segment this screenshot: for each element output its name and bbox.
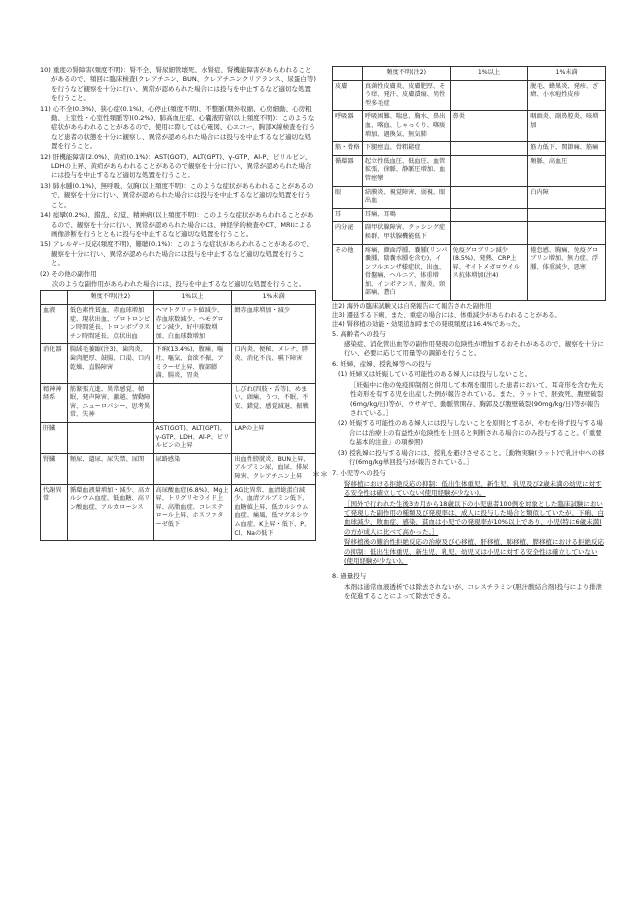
- table-cell: [450, 222, 528, 244]
- footnote: 注3) 遷延する下痢、また、重症の場合には、体重減少があらわれることがある。: [332, 312, 561, 320]
- table-row: [333, 244, 606, 301]
- table-row: [41, 423, 316, 454]
- section-pediatric: [312, 469, 606, 566]
- footnote: 注2) 海外の臨床試験又は自発報告にて報告された副作用: [332, 303, 492, 311]
- list-item: 11) 心不全(0.3%)、狭心症(0.1%)、心停止(頻度不明)、不整脈(期外収縮、心房細動、心房粗動、上室性・心室性頻脈等)(0.2%)、肺高血圧症、心嚢液貯留(以上頻度不明)：このような症状があらわれることがあるので、使用に際しては心電図、心エコー、胸部X線検査を行うなど患者の状態を十分に観察し、異常が認められた場合には投与を中止するなど適切な処置を行うこと。: [40, 104, 316, 151]
- table-header: 1%未満: [232, 291, 316, 305]
- list-item: 15) アレルギー反応(頻度不明)、難聴(0.1%)：このような症状があらわれることがあるので、観察を十分に行い、異常が認められた場合には投与を中止するなど適切な処置を行うこと。: [40, 240, 313, 268]
- table-cell: 網赤血球増加・減少: [232, 304, 316, 343]
- table-cell: 疼痛、顔面浮腫、嚢腫(リンパ嚢腫、陰嚢水腫を含む)、インフルエンザ様症状、出血、骨盤痛、ヘルニア、体重増加、インポテンス、膣炎、頸部痛、蒼白: [362, 244, 450, 301]
- table-cell: 結膜炎、視覚障害、弱視、眼出血: [362, 186, 450, 208]
- table-cell: その他: [333, 244, 363, 301]
- table-cell: 精神神経系: [41, 383, 68, 422]
- section-overdose: [332, 572, 606, 601]
- side-effects-table-right: [332, 66, 606, 301]
- adverse-reaction-list: [40, 66, 316, 269]
- table-row: [41, 484, 316, 541]
- table-cell: 頻尿、遺尿、尿失禁、尿閉: [67, 453, 153, 484]
- side-effects-table-left: [40, 290, 316, 541]
- list-item: 12) 肝機能障害(2.0%)、黄疸(0.1%)：AST(GOT)、ALT(GPT)、γ-GTP、Al-P、ビリルビン、LDHの上昇、黄疸があらわれることがあるので観察を十分に行い、異常が認められた場合には投与を中止するなど適切な処置を行うこと。: [40, 152, 312, 180]
- table-cell: 真菌性皮膚炎、皮膚肥厚、そう痒、発汗、皮膚潰瘍、男性型多毛症: [362, 80, 450, 111]
- table-row: [333, 80, 606, 111]
- table-cell: しびれ(四肢・舌等)、めまい、頭痛、うつ、不眠、不安、錯覚、感覚減退、振戦: [232, 383, 316, 422]
- list-item: 14) 痙攣(0.2%)、錯乱、幻覚、精神病(以上頻度不明)：このような症状があらわれることがあるので、観察を十分に行い、異常が認められた場合には、神経学的検査やCT、MRIによる画像診断を行うとともに投与を中止するなど適切な処置を行うこと。: [40, 211, 314, 238]
- table-cell: 腸絨毛萎縮(注3)、歯肉炎、歯肉肥厚、鼓腸、口渇、口内乾燥、直腸障害: [67, 344, 153, 383]
- table-row: [333, 222, 606, 244]
- section-elderly: [332, 330, 606, 359]
- table-cell: 下痢(13.4%)、腹痛、嘔吐、嘔気、食欲不振、アミラーゼ上昇、腹部膨満、腸炎、胃炎: [153, 344, 232, 383]
- section-title: 5. 高齢者への投与: [332, 329, 386, 338]
- table-header-row: [41, 291, 316, 305]
- table-header: 1%以上: [153, 291, 232, 305]
- table-row: [333, 142, 606, 156]
- table-cell: 出血性膀胱炎、BUN上昇、アルブミン尿、血尿、排尿障害、クレアチニン上昇: [232, 453, 316, 484]
- table-cell: 尿路感染: [153, 453, 232, 484]
- list-item: (2) 妊娠する可能性のある婦人には投与しないことを原則とするが、やむを得ず投与する場合には治療上の有益性が危険性を上回ると判断される場合にのみ投与すること。(「重要な基本的注意」の項参照): [338, 419, 603, 447]
- table-cell: ヘマトクリット値減少、赤血球数減少、ヘモグロビン減少、好中球数増加、白血球数増加: [153, 304, 232, 343]
- table-cell: AG比異常、血清総蛋白減少、血清アルブミン低下、血糖値上昇、低カルシウム血症、痛風、低マグネシウム血症、K上昇・低下、P、Cl、Naの低下: [232, 484, 316, 541]
- section-title: 7. 小児等への投与: [332, 469, 386, 478]
- table-cell: [528, 222, 606, 244]
- table-header: 1%以上: [450, 67, 528, 81]
- table-header: [41, 291, 68, 305]
- table-notes: [332, 302, 606, 330]
- other-side-effects-intro: 次のような副作用があらわれた場合には、投与を中止するなど適切な処置を行うこと。: [52, 279, 306, 288]
- section-body: 腎移植後の難治性拒絶反応の治療及び心移植、肝移植、肺移植、膵移植における拒絶反応の抑制：低出生体重児、新生児、乳児、幼児又は小児に対する安全性は確立していない(使用経験が少ない)。: [344, 538, 604, 566]
- table-cell: 筋・骨格: [333, 142, 363, 156]
- table-row: [41, 344, 316, 383]
- table-row: [333, 208, 606, 222]
- table-header: 1%未満: [528, 67, 606, 81]
- table-cell: 筋力低下、関節痛、筋痛: [528, 142, 606, 156]
- table-header: 頻度不明(注2): [362, 67, 450, 81]
- table-cell: 起立性低血圧、低血圧、血管拡張、徐脈、静脈圧増加、血管痙攣: [362, 155, 450, 186]
- list-item: 10) 重度の腎障害(頻度不明)：腎不全、腎尿細管壊死、水腎症、腎機能障害があらわれることがあるので、頻回に臨床検査(クレアチニン、BUN、クレアチニンクリアランス、尿蛋白等)を行うなど観察を十分に行い、異常が認められた場合には投与を中止するなど適切な処置を行うこと。: [40, 66, 316, 103]
- list-item: (1) 妊婦又は妊娠している可能性のある婦人には投与しないこと。: [338, 370, 532, 379]
- table-cell: 耳痛、耳鳴: [362, 208, 450, 222]
- other-side-effects-heading: (2) その他の副作用: [40, 269, 97, 278]
- section-title: 8. 過量投与: [332, 572, 367, 581]
- section-body: 感染症、消化管出血等の副作用発現の危険性が増加するおそれがあるので、観察を十分に行い、必要に応じて用量等の調節を行うこと。: [344, 340, 604, 358]
- table-cell: 頻脈、高血圧: [528, 155, 606, 186]
- table-cell: 下腿痙直、骨粗鬆症: [362, 142, 450, 156]
- table-cell: [153, 383, 232, 422]
- list-item: (3) 授乳婦に投与する場合には、授乳を避けさせること。［動物実験(ラット)で乳汁中への移行(6mg/kg単回投与)が報告されている。］: [338, 448, 605, 466]
- table-cell: 白内障: [528, 186, 606, 208]
- table-cell: 循環器: [333, 155, 363, 186]
- table-row: [333, 155, 606, 186]
- revision-mark: ＊＊: [312, 470, 328, 480]
- table-cell: 免疫グロブリン減少(8.5%)、発熱、CRP上昇、サイトメガロウイルス抗体増加(注4): [450, 244, 528, 301]
- section-title: 6. 妊婦、産婦、授乳婦等への投与: [332, 359, 432, 368]
- right-column: [312, 66, 606, 603]
- table-cell: 低色素性貧血、赤血球増加症、現状出血、プロトロンビン時間延長、トロンボプラスチン時間延長、点状出血: [67, 304, 153, 343]
- section-body: 本剤は通常血液透析では除去されないが、コレスチラミン(胆汁酸結合剤)投与により排泄を促進することによって除去できる。: [344, 582, 603, 601]
- table-row: [333, 186, 606, 208]
- table-cell: 鼻炎: [450, 111, 528, 142]
- table-cell: [450, 155, 528, 186]
- list-item: 13) 肺水腫(0.1%)、無呼吸、気胸(以上頻度不明)：このような症状があらわれることがあるので、観察を十分に行い、異常が認められた場合には投与を中止するなど適切な処置を行うこと。: [40, 181, 314, 209]
- table-cell: 副甲状腺障害、クッシング症候群、甲状腺機能低下: [362, 222, 450, 244]
- table-header: 頻度不明(注2): [67, 291, 153, 305]
- table-cell: 代謝異常: [41, 484, 68, 541]
- table-header-row: [333, 67, 606, 81]
- section-pregnancy: [332, 360, 606, 467]
- table-cell: AST(GOT)、ALT(GPT)、γ-GTP、LDH、Al-P、ビリルビンの上昇: [153, 423, 232, 454]
- left-column: [40, 66, 316, 541]
- table-cell: 呼吸器: [333, 111, 363, 142]
- table-cell: 咽頭炎、副鼻腔炎、咳増加: [528, 111, 606, 142]
- table-cell: 内分泌: [333, 222, 363, 244]
- table-cell: 脱毛、蜂巣炎、発疹、ざ瘡、小水疱性皮疹: [528, 80, 606, 111]
- table-header: [333, 67, 363, 81]
- table-cell: [450, 142, 528, 156]
- list-item: ［妊娠中に他の免疫抑制剤と併用して本剤を服用した患者において、耳奇形を含む先天性奇形を有する児を出産した例が報告されている。また、ラットで、胚致死、腹壁破裂(6mg/kg/日)等が、ウサギで、動脈管開存、胸郭及び腹壁破裂(90mg/kg/日)等が報告されている。］: [350, 380, 604, 417]
- table-cell: 皮膚: [333, 80, 363, 111]
- table-row: [333, 111, 606, 142]
- section-body: ［国外で行われた生後3カ月から18歳以下の小児患者100例を対象とした臨床試験において発現した副作用の種類及び発現率は、成人に投与した場合と類似していたが、下痢、白血球減少、敗血症、感染、貧血は小児での発現率が10%以上であり、小児(特に6歳未満)の方が成人に比べて高かった。］: [344, 499, 604, 536]
- table-cell: [67, 423, 153, 454]
- table-cell: 眼: [333, 186, 363, 208]
- table-cell: 肝臓: [41, 423, 68, 454]
- table-cell: 循環血液量増加・減少、高カルシウム血症、低血糖、高リン酸血症、アルカローシス: [67, 484, 153, 541]
- table-cell: [528, 208, 606, 222]
- table-cell: 口内炎、便秘、メレナ、膵炎、消化不良、嚥下障害: [232, 344, 316, 383]
- footnote: 注4) 腎移植の効能・効果追加時までの発現頻度は16.4%であった。: [332, 321, 525, 329]
- table-cell: [450, 80, 528, 111]
- table-cell: 消化器: [41, 344, 68, 383]
- table-cell: 血液: [41, 304, 68, 343]
- table-cell: 耳: [333, 208, 363, 222]
- table-cell: 高尿酸血症(6.8%)、Mg上昇、トリグリセライド上昇、高脂血症、コレステロール上昇、ホスファターゼ低下: [153, 484, 232, 541]
- table-cell: 呼吸困難、喘息、胸水、鼻出血、喀血、しゃっくり、喀痰増加、過換気、無気肺: [362, 111, 450, 142]
- table-cell: 腎臓: [41, 453, 68, 484]
- table-row: [41, 453, 316, 484]
- table-cell: 筋緊張亢進、異常感覚、傾眠、発声障害、激越、情動障害、ニューロパシー、思考異常、失神: [67, 383, 153, 422]
- table-cell: 倦怠感、胸痛、免疫グロブリン増加、無力症、浮腫、体重減少、悪寒: [528, 244, 606, 301]
- table-cell: LAPの上昇: [232, 423, 316, 454]
- table-row: [41, 304, 316, 343]
- table-cell: [450, 186, 528, 208]
- table-cell: [450, 208, 528, 222]
- section-body: 腎移植における拒絶反応の抑制：低出生体重児、新生児、乳児及び2歳未満の幼児に対する安全性は確立していない(使用経験が少ない)。: [344, 479, 602, 498]
- table-row: [41, 383, 316, 422]
